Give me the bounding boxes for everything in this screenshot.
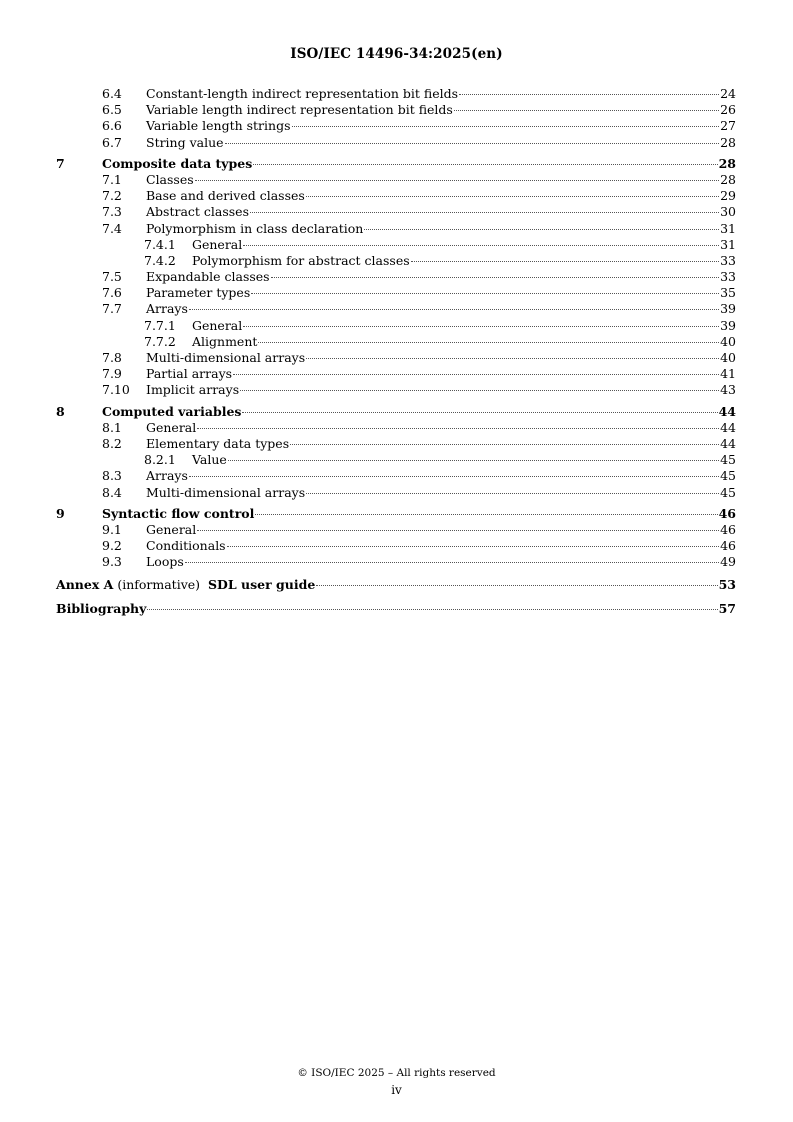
dot-leader bbox=[250, 212, 719, 213]
toc-entry-title[interactable]: Loops bbox=[146, 554, 184, 570]
toc-entry[interactable] bbox=[56, 468, 736, 484]
dot-leader bbox=[189, 476, 719, 477]
toc-entry[interactable] bbox=[56, 135, 736, 151]
toc-entry-line bbox=[146, 538, 736, 554]
toc-entry-number: 7.5 bbox=[102, 269, 122, 285]
toc-entry-title[interactable]: Multi-dimensional arrays bbox=[146, 350, 306, 365]
toc-entry-number: 7.7.2 bbox=[144, 333, 176, 349]
dot-leader bbox=[225, 143, 720, 144]
toc-entry-page[interactable]: 28 bbox=[718, 155, 736, 171]
toc-entry-title[interactable]: Abstract classes bbox=[146, 204, 249, 220]
toc-entry-title[interactable]: Composite data types bbox=[102, 155, 253, 171]
page-header: ISO/IEC 14496-34:2025(en) bbox=[290, 46, 503, 62]
toc-entry-page[interactable]: 43 bbox=[720, 382, 736, 398]
toc-annex-entry[interactable] bbox=[56, 577, 736, 593]
toc-entry-line bbox=[146, 204, 736, 220]
toc-entry-line bbox=[192, 253, 736, 269]
toc-entry-title[interactable]: Elementary data types bbox=[146, 435, 290, 451]
toc-entry[interactable] bbox=[56, 436, 736, 452]
toc-entry-number: 8 bbox=[56, 403, 65, 419]
dot-leader bbox=[197, 530, 719, 531]
toc-entry-title[interactable]: General bbox=[146, 521, 197, 537]
toc-entry-line bbox=[146, 436, 736, 452]
toc-entry-line bbox=[102, 506, 736, 522]
toc-entry-number: 7.7 bbox=[102, 301, 122, 317]
dot-leader bbox=[255, 514, 717, 515]
toc-entry-number: 9.2 bbox=[102, 538, 122, 554]
toc-entry[interactable] bbox=[56, 350, 736, 366]
dot-leader bbox=[253, 164, 717, 165]
toc-entry-page[interactable]: 45 bbox=[720, 468, 736, 484]
toc-entry-line bbox=[146, 522, 736, 538]
toc-entry-line bbox=[146, 135, 736, 151]
toc-entry-number: 9.3 bbox=[102, 554, 122, 570]
toc-entry-line bbox=[146, 172, 736, 188]
dot-leader bbox=[316, 585, 717, 586]
toc-entry-number: 7.4.2 bbox=[144, 252, 176, 268]
toc-entry-title[interactable]: Variable length strings bbox=[146, 118, 291, 134]
dot-leader bbox=[258, 342, 719, 343]
annex-qualifier: (informative) bbox=[117, 577, 201, 593]
dot-leader bbox=[240, 390, 719, 391]
toc-entry-line bbox=[102, 156, 736, 172]
toc-entry-line bbox=[192, 334, 736, 350]
toc-entry-page[interactable]: 44 bbox=[718, 403, 736, 419]
toc-entry-page[interactable]: 39 bbox=[720, 317, 736, 333]
dot-leader bbox=[290, 444, 719, 445]
dot-leader bbox=[459, 94, 719, 95]
toc-entry-title[interactable]: Multi-dimensional arrays bbox=[146, 484, 306, 500]
dot-leader bbox=[227, 546, 719, 547]
toc-entry[interactable] bbox=[56, 318, 736, 334]
toc-entry-page[interactable]: 45 bbox=[720, 484, 736, 500]
toc-entry[interactable] bbox=[56, 538, 736, 554]
toc-entry-title[interactable]: Expandable classes bbox=[146, 269, 270, 285]
dot-leader bbox=[243, 245, 719, 246]
toc-entry-number: 8.2.1 bbox=[144, 452, 176, 468]
toc-entry-line bbox=[146, 485, 736, 501]
toc-entry[interactable] bbox=[56, 301, 736, 317]
toc-entry-title[interactable]: Classes bbox=[146, 171, 194, 187]
toc-entry-page[interactable]: 28 bbox=[720, 171, 736, 187]
dot-leader bbox=[306, 358, 719, 359]
toc-entry-number: 7.9 bbox=[102, 366, 122, 382]
dot-leader bbox=[242, 412, 717, 413]
toc-clause-entry[interactable] bbox=[56, 156, 736, 172]
toc-entry[interactable] bbox=[56, 172, 736, 188]
toc-entry[interactable] bbox=[56, 485, 736, 501]
toc-entry-page[interactable]: 33 bbox=[720, 252, 736, 268]
toc-entry-page[interactable]: 57 bbox=[718, 600, 736, 616]
toc-entry-number: 8.4 bbox=[102, 484, 122, 500]
toc-entry[interactable] bbox=[56, 237, 736, 253]
toc-clause-entry[interactable] bbox=[56, 506, 736, 522]
toc-entry-page[interactable]: 46 bbox=[718, 505, 736, 521]
toc-entry-line bbox=[56, 601, 736, 617]
toc-entry-title[interactable]: Arrays bbox=[146, 468, 188, 484]
toc-entry-page[interactable]: 35 bbox=[720, 285, 736, 301]
toc-entry-line bbox=[146, 188, 736, 204]
toc-entry-line bbox=[146, 86, 736, 102]
toc-entry-title[interactable]: General bbox=[146, 419, 197, 435]
toc-entry-title[interactable]: Partial arrays bbox=[146, 366, 233, 382]
toc-entry-page[interactable]: 28 bbox=[720, 134, 736, 150]
toc-entry-page[interactable]: 39 bbox=[720, 301, 736, 317]
dot-leader bbox=[185, 562, 719, 563]
toc-entry-title[interactable]: Parameter types bbox=[146, 285, 251, 301]
dot-leader bbox=[411, 261, 719, 262]
toc-entry-page[interactable]: 46 bbox=[720, 521, 736, 537]
toc-entry[interactable] bbox=[56, 382, 736, 398]
toc-entry-line bbox=[146, 420, 736, 436]
toc-entry[interactable] bbox=[56, 366, 736, 382]
toc-entry[interactable] bbox=[56, 86, 736, 102]
toc-entry[interactable] bbox=[56, 118, 736, 134]
toc-entry-line bbox=[192, 452, 736, 468]
toc-entry-title[interactable] bbox=[56, 577, 315, 593]
toc-entry[interactable] bbox=[56, 253, 736, 269]
dot-leader bbox=[147, 609, 717, 610]
toc-entry-page[interactable]: 41 bbox=[720, 366, 736, 382]
dot-leader bbox=[197, 428, 719, 429]
toc-entry[interactable] bbox=[56, 102, 736, 118]
toc-entry-number: 9.1 bbox=[102, 521, 122, 537]
toc-entry-line bbox=[56, 577, 736, 593]
toc-entry[interactable] bbox=[56, 334, 736, 350]
toc-entry-title[interactable]: Computed variables bbox=[102, 403, 242, 419]
toc-entry-title[interactable]: Conditionals bbox=[146, 538, 226, 554]
toc-entry-title[interactable]: Syntactic flow control bbox=[102, 505, 255, 521]
toc-entry-line bbox=[146, 118, 736, 134]
toc-entry-page[interactable]: 31 bbox=[720, 220, 736, 236]
toc-entry[interactable] bbox=[56, 420, 736, 436]
toc-bibliography-entry[interactable] bbox=[56, 601, 736, 617]
toc-entry-number: 6.7 bbox=[102, 134, 122, 150]
toc-entry-number: 8.3 bbox=[102, 468, 122, 484]
toc-entry-page[interactable]: 33 bbox=[720, 269, 736, 285]
dot-leader bbox=[228, 460, 719, 461]
toc-entry[interactable] bbox=[56, 204, 736, 220]
toc-entry-page[interactable]: 26 bbox=[720, 102, 736, 118]
toc-entry-line bbox=[102, 404, 736, 420]
toc-entry-title[interactable]: Arrays bbox=[146, 301, 188, 317]
toc-entry-page[interactable]: 31 bbox=[720, 236, 736, 252]
toc-entry-number: 8.1 bbox=[102, 419, 122, 435]
toc-entry-line bbox=[146, 102, 736, 118]
toc-entry[interactable] bbox=[56, 188, 736, 204]
toc-entry-title[interactable]: Bibliography bbox=[56, 600, 147, 616]
toc-entry-number: 7.8 bbox=[102, 350, 122, 365]
dot-leader bbox=[306, 493, 719, 494]
toc-entry-number: 7.4.1 bbox=[144, 236, 176, 252]
toc-entry-line bbox=[146, 366, 736, 382]
toc-entry-number: 6.6 bbox=[102, 118, 122, 134]
dot-leader bbox=[271, 277, 719, 278]
toc-entry-page[interactable]: 30 bbox=[720, 204, 736, 220]
annex-label: Annex A bbox=[56, 577, 114, 593]
toc-entry-number: 7.10 bbox=[102, 382, 130, 398]
toc-entry-page[interactable]: 24 bbox=[720, 86, 736, 101]
toc-entry-title[interactable]: Constant-length indirect representation bit fields bbox=[146, 86, 459, 101]
toc-entry-line bbox=[146, 350, 736, 366]
dot-leader bbox=[189, 309, 719, 310]
annex-title: SDL user guide bbox=[208, 577, 316, 593]
toc-entry-line bbox=[192, 237, 736, 253]
table-of-contents bbox=[56, 86, 736, 617]
toc-entry-title[interactable]: Implicit arrays bbox=[146, 382, 240, 398]
toc-entry-number: 7.1 bbox=[102, 171, 122, 187]
toc-entry-line bbox=[146, 554, 736, 570]
toc-entry-page[interactable]: 45 bbox=[720, 452, 736, 468]
toc-entry[interactable] bbox=[56, 269, 736, 285]
toc-entry-number: 6.4 bbox=[102, 86, 122, 101]
toc-entry-number: 7.7.1 bbox=[144, 317, 176, 333]
toc-entry-number: 7 bbox=[56, 155, 65, 171]
dot-leader bbox=[243, 326, 719, 327]
toc-entry-title[interactable]: Polymorphism for abstract classes bbox=[192, 252, 410, 268]
dot-leader bbox=[195, 180, 719, 181]
dot-leader bbox=[454, 110, 719, 111]
page-number: iv bbox=[391, 1083, 402, 1097]
toc-entry-number: 8.2 bbox=[102, 435, 122, 451]
toc-entry[interactable] bbox=[56, 522, 736, 538]
toc-entry[interactable] bbox=[56, 221, 736, 237]
toc-entry-line bbox=[146, 468, 736, 484]
toc-entry-number: 7.2 bbox=[102, 188, 122, 204]
toc-entry-line bbox=[192, 318, 736, 334]
dot-leader bbox=[292, 126, 720, 127]
toc-entry-title[interactable]: Base and derived classes bbox=[146, 188, 305, 204]
copyright-notice: © ISO/IEC 2025 – All rights reserved bbox=[297, 1067, 496, 1079]
toc-entry-line bbox=[146, 285, 736, 301]
toc-entry-title[interactable]: Variable length indirect representation bit fields bbox=[146, 102, 453, 118]
toc-entry-title[interactable]: String value bbox=[146, 134, 224, 150]
toc-entry-page[interactable]: 27 bbox=[720, 118, 736, 134]
toc-entry-number: 7.4 bbox=[102, 220, 122, 236]
toc-entry-line bbox=[146, 382, 736, 398]
toc-entry-title[interactable]: Alignment bbox=[192, 333, 258, 349]
toc-entry-page[interactable]: 53 bbox=[718, 577, 736, 593]
toc-entry[interactable] bbox=[56, 452, 736, 468]
toc-entry-page[interactable]: 40 bbox=[720, 350, 736, 365]
toc-entry-page[interactable]: 40 bbox=[720, 333, 736, 349]
toc-entry-number: 7.3 bbox=[102, 204, 122, 220]
toc-entry-page[interactable]: 44 bbox=[720, 435, 736, 451]
toc-entry-line bbox=[146, 221, 736, 237]
toc-entry-title[interactable]: General bbox=[192, 236, 243, 252]
toc-entry[interactable] bbox=[56, 554, 736, 570]
toc-entry-page[interactable]: 29 bbox=[720, 188, 736, 204]
toc-entry-number: 7.6 bbox=[102, 285, 122, 301]
toc-entry-line bbox=[146, 301, 736, 317]
dot-leader bbox=[251, 293, 719, 294]
toc-entry-page[interactable]: 44 bbox=[720, 419, 736, 435]
toc-entry-number: 6.5 bbox=[102, 102, 122, 118]
toc-entry[interactable] bbox=[56, 285, 736, 301]
dot-leader bbox=[306, 196, 719, 197]
dot-leader bbox=[364, 229, 719, 230]
toc-entry-page[interactable]: 46 bbox=[720, 538, 736, 554]
toc-clause-entry[interactable] bbox=[56, 404, 736, 420]
toc-entry-page[interactable]: 49 bbox=[720, 554, 736, 570]
toc-entry-title[interactable]: Value bbox=[192, 452, 227, 468]
toc-entry-title[interactable]: Polymorphism in class declaration bbox=[146, 220, 364, 236]
toc-entry-line bbox=[146, 269, 736, 285]
toc-entry-number: 9 bbox=[56, 505, 65, 521]
dot-leader bbox=[233, 374, 719, 375]
toc-entry-title[interactable]: General bbox=[192, 317, 243, 333]
